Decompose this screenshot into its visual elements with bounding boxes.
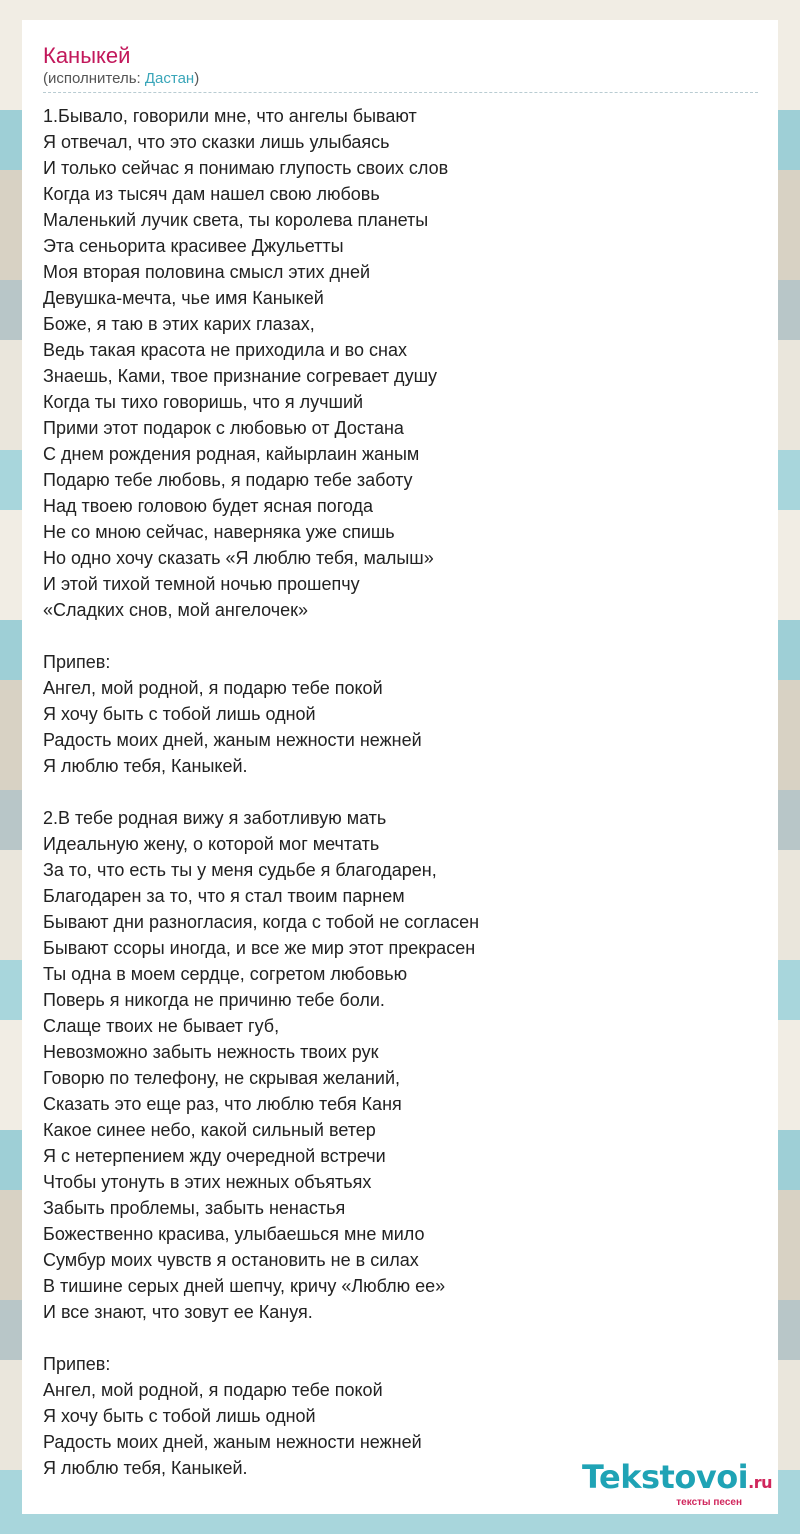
lyric-line: Я хочу быть с тобой лишь одной — [43, 704, 316, 724]
song-title: Каныкей — [43, 43, 131, 68]
lyric-line: С днем рождения родная, кайырлаин жаным — [43, 444, 420, 464]
lyric-line: За то, что есть ты у меня судьбе я благодарен, — [43, 860, 437, 880]
lyric-line: Ты одна в моем сердце, согретом любовью — [43, 964, 408, 984]
verse-1 — [43, 103, 758, 623]
lyric-line: В тишине серых дней шепчу, кричу «Люблю ее» — [43, 1276, 446, 1296]
chorus-1 — [43, 649, 758, 779]
lyric-line: Припев: — [43, 652, 111, 672]
lyric-line: И этой тихой темной ночью прошепчу — [43, 574, 360, 594]
lyric-line: Радость моих дней, жаным нежности нежней — [43, 730, 422, 750]
lyric-line: Божественно красива, улыбаешься мне мило — [43, 1224, 425, 1244]
logo-name: Tekstovoi — [581, 1458, 749, 1496]
lyric-line: Но одно хочу сказать «Я люблю тебя, малыш» — [43, 548, 434, 568]
lyric-line: 2.В тебе родная вижу я заботливую мать — [43, 808, 387, 828]
lyric-line: Радость моих дней, жаным нежности нежней — [43, 1432, 422, 1452]
lyric-line: Я с нетерпением жду очередной встречи — [43, 1146, 386, 1166]
lyric-line: И только сейчас я понимаю глупость своих слов — [43, 158, 449, 178]
lyric-line: Какое синее небо, какой сильный ветер — [43, 1120, 376, 1140]
lyric-line: Я хочу быть с тобой лишь одной — [43, 1406, 316, 1426]
lyric-line: 1.Бывало, говорили мне, что ангелы бывают — [43, 106, 417, 126]
lyric-line: И все знают, что зовут ее Кануя. — [43, 1302, 313, 1322]
title-divider — [43, 92, 758, 93]
lyric-line: Эта сеньорита красивее Джульетты — [43, 236, 344, 256]
lyrics-card — [22, 20, 778, 1514]
lyric-line: Бывают дни разногласия, когда с тобой не согласен — [43, 912, 480, 932]
lyric-line: Ангел, мой родной, я подарю тебе покой — [43, 1380, 383, 1400]
lyric-line: Говорю по телефону, не скрывая желаний, — [43, 1068, 401, 1088]
site-logo[interactable] — [582, 1460, 772, 1508]
lyric-line: Когда из тысяч дам нашел свою любовь — [43, 184, 380, 204]
artist-link[interactable]: Дастан — [144, 70, 195, 87]
lyrics-text — [43, 103, 758, 1481]
lyric-line: Боже, я таю в этих карих глазах, — [43, 314, 315, 334]
artist-suffix: ) — [194, 70, 200, 87]
lyric-line: Я отвечал, что это сказки лишь улыбаясь — [43, 132, 390, 152]
lyric-line: Моя вторая половина смысл этих дней — [43, 262, 371, 282]
lyric-line: Ангел, мой родной, я подарю тебе покой — [43, 678, 383, 698]
lyric-line: Бывают ссоры иногда, и все же мир этот прекрасен — [43, 938, 476, 958]
lyric-line: Прими этот подарок с любовью от Достана — [43, 418, 404, 438]
lyric-line: Девушка-мечта, чье имя Каныкей — [43, 288, 324, 308]
artist-prefix: (исполнитель: — [43, 70, 145, 87]
bottom-stripe — [0, 1514, 800, 1534]
lyric-line: Маленький лучик света, ты королева планеты — [43, 210, 429, 230]
lyric-line: Ведь такая красота не приходила и во снах — [43, 340, 407, 360]
logo-subtitle: тексты песен — [676, 1497, 742, 1508]
lyric-line: Подарю тебе любовь, я подарю тебе заботу — [43, 470, 413, 490]
lyric-line: Не со мною сейчас, наверняка уже спишь — [43, 522, 395, 542]
logo-tld: .ru — [748, 1473, 772, 1492]
lyric-line: Припев: — [43, 1354, 111, 1374]
lyric-line: Я люблю тебя, Каныкей. — [43, 756, 248, 776]
lyric-line: Знаешь, Ками, твое признание согревает душу — [43, 366, 438, 386]
verse-2 — [43, 805, 758, 1325]
lyric-line: Когда ты тихо говоришь, что я лучший — [43, 392, 364, 412]
artist-line — [43, 70, 758, 88]
lyric-line: Поверь я никогда не причиню тебе боли. — [43, 990, 385, 1010]
lyric-line: Я люблю тебя, Каныкей. — [43, 1458, 248, 1478]
lyric-line: «Сладких снов, мой ангелочек» — [43, 600, 309, 620]
lyric-line: Слаще твоих не бывает губ, — [43, 1016, 280, 1036]
lyric-line: Над твоею головою будет ясная погода — [43, 496, 373, 516]
lyric-line: Сказать это еще раз, что люблю тебя Каня — [43, 1094, 402, 1114]
lyric-line: Чтобы утонуть в этих нежных объятьях — [43, 1172, 372, 1192]
lyric-line: Сумбур моих чувств я остановить не в силах — [43, 1250, 419, 1270]
logo-wordmark — [582, 1460, 772, 1500]
lyric-line: Невозможно забыть нежность твоих рук — [43, 1042, 379, 1062]
lyric-line: Забыть проблемы, забыть ненастья — [43, 1198, 346, 1218]
lyric-line: Благодарен за то, что я стал твоим парнем — [43, 886, 405, 906]
lyric-line: Идеальную жену, о которой мог мечтать — [43, 834, 380, 854]
